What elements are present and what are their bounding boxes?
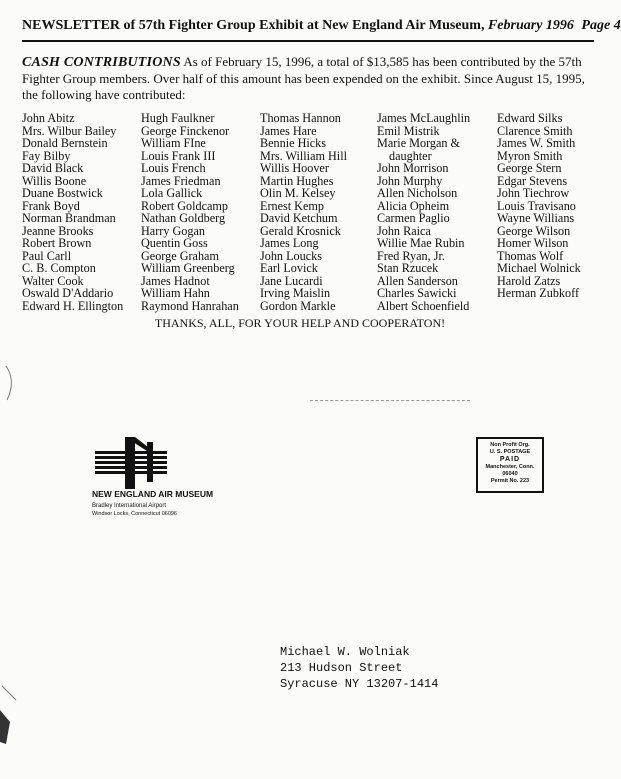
contributor-name: Donald Bernstein (22, 136, 108, 150)
contributor-name: Charles Sawicki (377, 286, 457, 300)
contributor-name: Fred Ryan, Jr. (377, 248, 445, 263)
contributor-name: Louis Travisano (497, 198, 576, 213)
contributors-column-2 (141, 112, 239, 312)
contributor-name: Stan Rzucek (377, 261, 439, 275)
contributor-name: James Hare (260, 123, 317, 138)
newsletter-header (22, 18, 621, 34)
contributor-name: George Finckenor (141, 123, 230, 138)
contributor-name: Homer Wilson (497, 236, 569, 250)
contributor-name: Quentin Goss (141, 236, 208, 250)
contributors-column-1 (22, 112, 123, 312)
contributor-name: Mrs. William Hill (260, 148, 347, 163)
contributor-name: Mrs. Wilbur Bailey (22, 123, 117, 138)
contributor-name: Hugh Faulkner (141, 111, 215, 125)
postage-indicia (476, 437, 544, 493)
contributor-name: Willis Boone (22, 173, 87, 188)
recipient-street: 213 Hudson Street (280, 661, 403, 675)
contributor-name: Louis Frank III (141, 148, 216, 163)
contributor-name: Harry Gogan (141, 223, 205, 238)
contributor-name: Lola Gallick (141, 186, 203, 200)
recipient-name: Michael W. Wolniak (280, 645, 410, 659)
contributors-column-4 (377, 112, 470, 312)
contributor-name: Paul Carll (22, 248, 72, 263)
contributor-name: Clarence Smith (497, 123, 573, 138)
contributor-name: Thomas Hannon (260, 111, 341, 125)
contributor-name: John Murphy (377, 173, 443, 188)
contributors-column-5 (497, 112, 581, 300)
contributor-name: Oswald D'Addario (22, 286, 114, 300)
contributor-name: Olin M. Kelsey (260, 186, 336, 200)
contributor-name: Nathan Goldberg (141, 211, 226, 225)
contributor-name: Fay Bilby (22, 148, 71, 163)
contributor-name: Raymond Hanrahan (141, 298, 239, 313)
contributor-name: Robert Goldcamp (141, 198, 228, 213)
contributor-name: George Stern (497, 161, 562, 175)
contributor-name: Louis French (141, 161, 206, 175)
contributor-name: Allen Sanderson (377, 273, 458, 288)
museum-name: NEW ENGLAND AIR MUSEUM (92, 489, 214, 499)
contributor-name: Frank Boyd (22, 198, 80, 213)
contributor-name: Michael Wolnick (497, 261, 581, 275)
contributor-name: Earl Lovick (260, 261, 318, 275)
contributor-name: Edgar Stevens (497, 173, 568, 188)
contributor-name: David Ketchum (260, 211, 338, 225)
contributor-name: James Long (260, 236, 319, 250)
contributor-name: Walter Cook (22, 273, 84, 288)
intro-text: As of February 15, 1996, a total of $13,585 has been contributed by the 57th Fighter Group members. Over half of this amount has been expended on the exhibit. Since August 15, 1995, the following have contributed: (22, 54, 585, 102)
contributor-name: Ernest Kemp (260, 198, 324, 213)
contributor-name: C. B. Compton (22, 261, 96, 275)
contributor-name: James W. Smith (497, 136, 576, 150)
museum-address-line-1: Bradley International Airport (92, 503, 167, 509)
contributor-name: James McLaughlin (377, 111, 471, 125)
contributor-name: Carmen Paglio (377, 211, 450, 225)
contributor-name: Wayne Willians (497, 211, 575, 225)
contributor-name: Robert Brown (22, 236, 92, 250)
intro-paragraph (22, 54, 588, 103)
header-title: NEWSLETTER of 57th Fighter Group Exhibit at New England Air Museum, (22, 18, 485, 33)
recipient-city: Syracuse NY 13207-1414 (280, 677, 439, 691)
contributor-name: Willie Mae Rubin (377, 236, 465, 250)
thanks-line: THANKS, ALL, FOR YOUR HELP AND COOPERATON! (154, 316, 446, 330)
contributor-name: George Graham (141, 248, 219, 263)
fold-line (310, 400, 470, 401)
postage-line-5: 06040 (502, 470, 518, 477)
contributor-name: daughter (389, 148, 432, 163)
contributor-name: John Loucks (260, 248, 322, 263)
contributor-name: Bennie Hicks (260, 136, 327, 150)
postage-line-6: Permit No. 223 (490, 478, 530, 485)
contributor-name: Jeanne Brooks (22, 223, 94, 238)
contributor-name: Herman Zubkoff (497, 286, 580, 300)
contributor-name: Gerald Krosnick (260, 223, 341, 238)
contributor-name: Jane Lucardi (260, 273, 323, 288)
header-page: Page 4 (581, 18, 621, 33)
contributor-name: Edward H. Ellington (22, 298, 124, 313)
contributor-name: George Wilson (497, 223, 571, 238)
header-date: February 1996 (487, 18, 574, 33)
contributor-name: John Tiechrow (497, 186, 570, 200)
contributors-column-3 (260, 112, 347, 312)
contributor-name: James Hadnot (141, 273, 210, 288)
contributor-name: Albert Schoenfield (377, 298, 470, 313)
scan-edge-mark-bottom (0, 686, 22, 746)
air-museum-logo (95, 437, 167, 489)
museum-address-line-2: Windsor Locks, Connecticut 06096 (92, 511, 177, 517)
postage-line-4: Manchester, Conn. (485, 463, 535, 470)
contributor-name: Harold Zatzs (497, 273, 561, 288)
postage-line-2: U. S. POSTAGE (489, 449, 531, 456)
contributor-name: James Friedman (141, 173, 221, 188)
section-heading: CASH CONTRIBUTIONS (22, 55, 181, 70)
contributor-name: Irving Maislin (260, 286, 331, 300)
contributor-name: Emil Mistrik (377, 123, 440, 138)
contributor-name: Alicia Opheim (377, 198, 450, 213)
contributor-name: David Black (22, 161, 84, 175)
mailing-address (280, 644, 438, 692)
contributor-name: Marie Morgan & (377, 136, 461, 150)
scan-edge-mark (3, 366, 17, 400)
contributor-name: Thomas Wolf (497, 248, 564, 263)
contributor-name: Willis Hoover (260, 161, 329, 175)
header-rule (22, 40, 594, 42)
contributor-name: Duane Bostwick (22, 186, 103, 200)
contributor-name: William FIne (141, 136, 206, 150)
contributor-name: John Morrison (377, 161, 449, 175)
contributor-name: Norman Brandman (22, 211, 116, 225)
contributor-name: William Hahn (141, 286, 210, 300)
contributor-name: Myron Smith (497, 148, 563, 163)
postage-line-1: Non Profit Org. (490, 442, 530, 448)
contributor-name: Gordon Markle (260, 298, 336, 313)
contributor-name: Allen Nicholson (377, 186, 458, 200)
contributor-name: William Greenberg (141, 261, 235, 275)
contributor-name: John Abitz (22, 111, 75, 125)
contributor-name: Martin Hughes (260, 173, 334, 188)
contributor-name: John Raica (377, 223, 431, 238)
postage-paid: PAID (499, 456, 521, 464)
contributor-name: Edward Silks (497, 111, 563, 125)
